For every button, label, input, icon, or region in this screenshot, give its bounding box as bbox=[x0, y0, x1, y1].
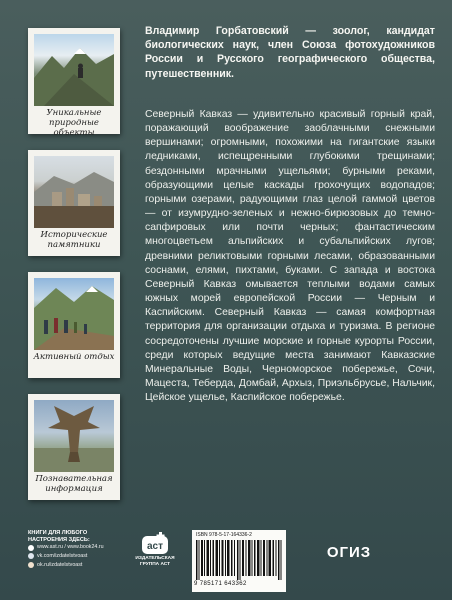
card-caption: Исторические памятники bbox=[40, 230, 108, 250]
ast-logo bbox=[133, 532, 177, 567]
link-text: vk.com/izdatelstvoast bbox=[37, 552, 88, 559]
feature-card-info bbox=[28, 394, 120, 500]
ogiz-logo-icon bbox=[327, 540, 371, 562]
ogiz-text: ОГИЗ bbox=[327, 544, 371, 561]
info-photo bbox=[34, 400, 114, 472]
feature-card-nature bbox=[28, 28, 120, 138]
history-photo bbox=[34, 156, 114, 228]
ok-icon bbox=[28, 562, 34, 568]
link-ok[interactable] bbox=[28, 561, 120, 570]
author-bio: Владимир Горбатовский — зоолог, кандидат биологических наук, член Союза фотохудожников России и Русского географического общества, путешественник. bbox=[145, 25, 435, 80]
feature-card-active bbox=[28, 272, 120, 378]
isbn-number: 9 785171 643362 bbox=[194, 581, 247, 587]
link-web[interactable] bbox=[28, 543, 120, 552]
publisher-name: ИЗДАТЕЛЬСКАЯ ГРУППА АСТ bbox=[135, 556, 175, 567]
ast-mark-icon bbox=[141, 532, 169, 556]
vk-icon bbox=[28, 553, 34, 559]
isbn-label: ISBN 978-5-17-164336-2 bbox=[196, 532, 252, 538]
active-photo bbox=[34, 278, 114, 350]
footer-title: КНИГИ ДЛЯ ЛЮБОГО НАСТРОЕНИЯ ЗДЕСЬ: bbox=[28, 530, 90, 543]
link-text: ok.ru/izdatelstvoast bbox=[37, 561, 83, 568]
web-icon bbox=[28, 545, 34, 551]
nature-photo bbox=[34, 34, 114, 106]
barcode-icon bbox=[196, 540, 282, 580]
link-vk[interactable] bbox=[28, 552, 120, 561]
card-caption: Уникальные природные объекты bbox=[46, 108, 102, 138]
card-caption: Познавательная информация bbox=[35, 474, 113, 494]
feature-card-history bbox=[28, 150, 120, 256]
card-caption: Активный отдых bbox=[33, 352, 115, 362]
isbn-barcode-box bbox=[192, 530, 286, 592]
publisher-links bbox=[28, 530, 120, 570]
ast-mark-text: аст bbox=[146, 541, 164, 552]
link-text: www.ast.ru / www.book24.ru bbox=[37, 544, 104, 551]
book-description: Северный Кавказ — удивительно красивый горный край, поражающий воображение заоблачными снежными вершинами; огромными, похожими на гигантские языки ледниками, испещренными глубокими трещинами; бездонными мрачными ущельями; бурными реками, образующими целые каскады грохочущих водопадов; горными озерами, радующими глаз целой гаммой цветов — от изумрудно-зеленых и нежно-бирюзовых до темно-сапфировых или почти черных; фантастическим многоцветьем альпийских и субальпийских лугов; древними реликтовыми горными лесами, образованными соснами, елями, пихтами, буками. С запада и востока Северный Кавказ омывается теплыми водами самых южных морей европейской России — Черным и Каспийским. Северный Кавказ — самая комфортная территория для организации отдыха и туризма. В регионе сосредоточены лучшие морские и горные курорты России, среди которых ведущие места занимают Кавказские Минеральные Воды, Черноморское побережье, Сочи, Мацеста, Теберда, Домбай, Архыз, Приэльбрусье, Нальчик, Цейское ущелье, Каспийское побережье. bbox=[145, 109, 435, 404]
